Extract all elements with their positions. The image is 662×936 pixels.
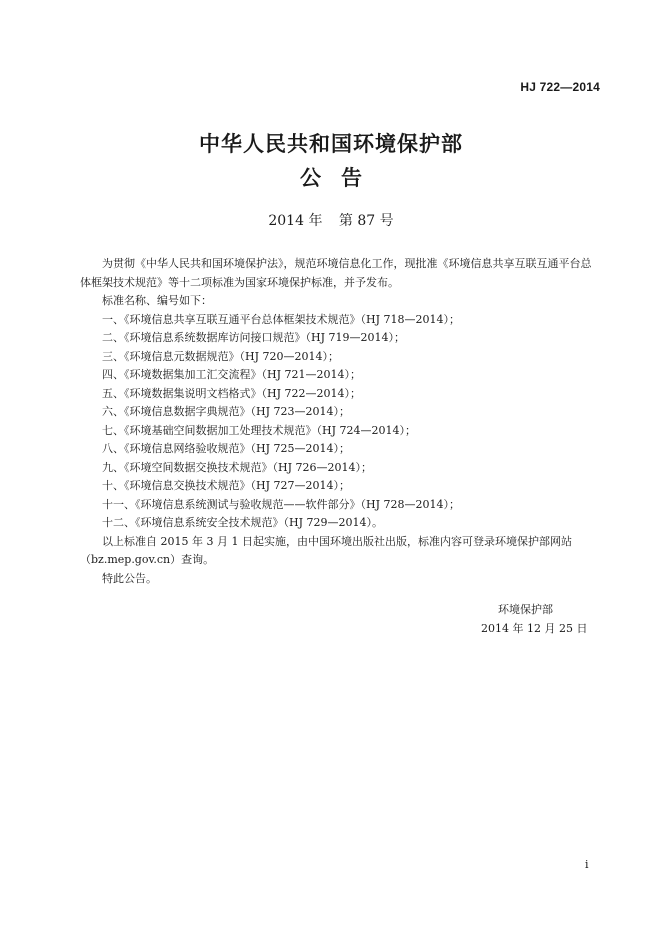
issue-year: 2014 年 xyxy=(268,213,323,229)
list-item: 九、《环境空间数据交换技术规范》（HJ 726—2014）； xyxy=(102,460,372,474)
page-number: i xyxy=(585,858,589,871)
list-heading: 标准名称、编号如下： xyxy=(102,294,212,307)
issue-line xyxy=(0,210,662,230)
standard-code: HJ 722—2014 xyxy=(520,80,600,94)
signature-date: 2014 年 12 月 25 日 xyxy=(481,622,588,635)
ministry-title: 中华人民共和国环境保护部 xyxy=(199,131,463,156)
list-item: 十、《环境信息交换技术规范》（HJ 727—2014）； xyxy=(102,479,350,492)
list-item: 七、《环境基础空间数据加工处理技术规范》（HJ 724—2014）； xyxy=(102,423,416,437)
list-item: 二、《环境信息系统数据库访问接口规范》（HJ 719—2014）； xyxy=(102,331,405,344)
list-item: 十一、《环境信息系统测试与验收规范——软件部分》（HJ 728—2014）； xyxy=(102,497,460,511)
list-item: 四、《环境数据集加工汇交流程》（HJ 721—2014）； xyxy=(102,368,361,381)
announcement-title: 公告 xyxy=(300,165,382,190)
intro-paragraph: 为贯彻《中华人民共和国环境保护法》，规范环境信息化工作，现批准《环境信息共享互联互通平台总体框架技术规范》等十二项标准为国家环境保护标准，并予发布。 xyxy=(80,257,592,289)
list-item: 十二、《环境信息系统安全技术规范》（HJ 729—2014）。 xyxy=(102,516,383,529)
signature-org: 环境保护部 xyxy=(498,603,553,616)
standards-list xyxy=(80,311,600,533)
list-item: 六、《环境信息数据字典规范》（HJ 723—2014）； xyxy=(102,405,350,418)
list-item: 一、《环境信息共享互联互通平台总体框架技术规范》（HJ 718—2014）； xyxy=(102,312,460,326)
list-item: 八、《环境信息网络验收规范》（HJ 725—2014）； xyxy=(102,442,350,455)
implementation-paragraph: 以上标准自 2015 年 3 月 1 日起实施，由中国环境出版社出版，标准内容可登录环境保护部网站（bz.mep.gov.cn）查询。 xyxy=(80,534,572,566)
list-item: 三、《环境信息元数据规范》（HJ 720—2014）； xyxy=(102,349,339,363)
issue-number: 第 87 号 xyxy=(338,213,394,229)
list-item: 五、《环境数据集说明文档格式》（HJ 722—2014）； xyxy=(102,386,361,400)
announcement-body xyxy=(80,255,600,588)
closing-line: 特此公告。 xyxy=(102,571,157,585)
